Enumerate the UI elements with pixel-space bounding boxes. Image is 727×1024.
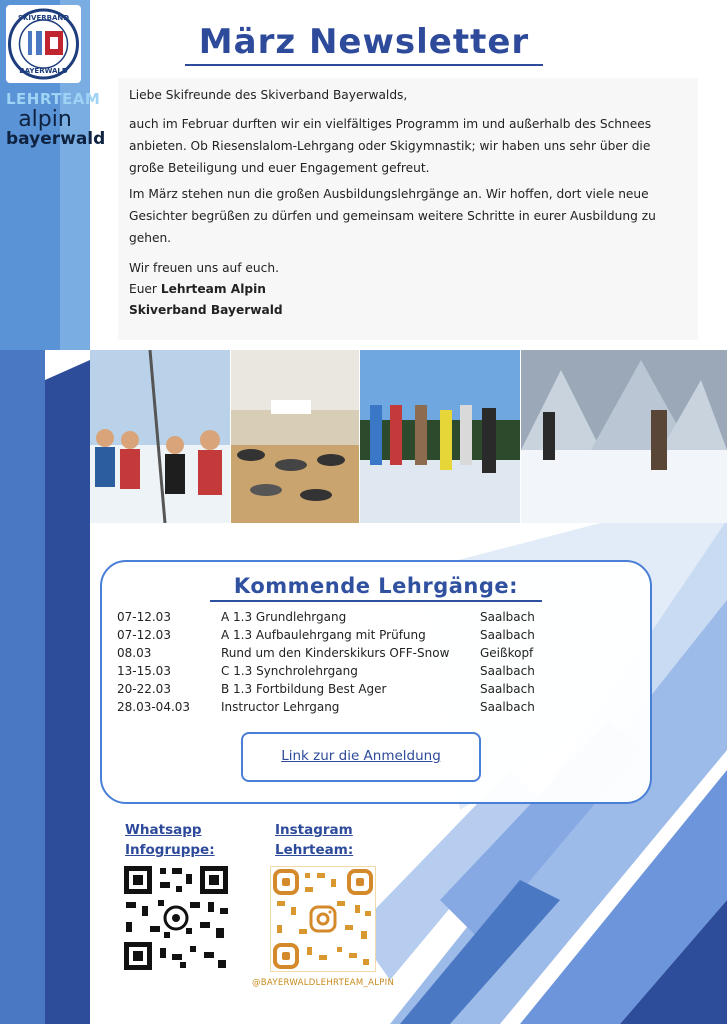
whatsapp-label-line1: Whatsapp (125, 822, 202, 838)
letter-greeting: Liebe Skifreunde des Skiverband Bayerwalds, (129, 88, 408, 102)
letter-closing: Wir freuen uns auf euch. (129, 261, 279, 275)
photo-gym-class (231, 350, 359, 523)
course-date: 08.03 (117, 646, 152, 660)
course-row (117, 628, 557, 646)
course-place: Saalbach (480, 610, 535, 624)
course-place: Saalbach (480, 664, 535, 678)
letter-paragraph-1: auch im Februar durften wir ein vielfältiges Programm im und außerhalb des Schnees anbieten. Ob Riesenslalom-Lehrgang oder Skigymnastik; wir haben uns sehr über die große Beteiligung und euer Engagement gefreut. (129, 117, 652, 175)
instagram-label-line1: Instagram (275, 822, 353, 838)
whatsapp-qr-code[interactable] (120, 862, 232, 974)
course-name: C 1.3 Synchrolehrgang (221, 664, 358, 678)
course-row (117, 664, 557, 682)
photo-strip (90, 350, 727, 523)
page-title: März Newsletter (198, 22, 530, 62)
course-date: 28.03-04.03 (117, 700, 191, 714)
course-name: B 1.3 Fortbildung Best Ager (221, 682, 387, 696)
course-name: A 1.3 Aufbaulehrgang mit Prüfung (221, 628, 426, 642)
letter-paragraph-2: Im März stehen nun die großen Ausbildungslehrgänge an. Wir hoffen, dort viele neue Gesichter begrüßen zu dürfen und gemeinsam weitere Schritte in eurer Ausbildung zu gehen. (129, 187, 656, 245)
signature-org: Skiverband Bayerwald (129, 303, 283, 317)
skiverband-logo (6, 5, 81, 83)
course-row (117, 646, 557, 664)
course-date: 20-22.03 (117, 682, 171, 696)
lehrteam-brand (6, 90, 106, 149)
signature-prefix: Euer (129, 282, 161, 296)
course-row (117, 610, 557, 628)
course-date: 13-15.03 (117, 664, 171, 678)
instagram-label-line2: Lehrteam: (275, 842, 354, 858)
course-place: Geißkopf (480, 646, 534, 660)
whatsapp-label (125, 820, 215, 860)
course-date: 07-12.03 (117, 628, 171, 642)
course-place: Saalbach (480, 628, 535, 642)
title-underline (185, 64, 543, 66)
course-place: Saalbach (480, 682, 535, 696)
course-row (117, 700, 557, 718)
instagram-handle: @BAYERWALDLEHRTEAM_ALPIN (252, 978, 395, 988)
signature-name: Lehrteam Alpin (160, 282, 266, 296)
brand-line3: bayerwald (6, 129, 106, 149)
course-name: Instructor Lehrgang (221, 700, 340, 714)
instagram-qr-code[interactable] (270, 866, 376, 972)
courses-panel (100, 560, 652, 804)
logo-bottom-text: BAYERWALD (19, 67, 68, 75)
whatsapp-label-line2: Infogruppe: (125, 842, 215, 858)
letter-signature (129, 278, 689, 300)
courses-title: Kommende Lehrgänge: (233, 574, 519, 598)
course-row (117, 682, 557, 700)
course-name: Rund um den Kinderskikurs OFF-Snow (221, 646, 450, 660)
registration-link-button[interactable]: Link zur die Anmeldung (241, 732, 481, 782)
brand-line1: LEHRTEAM (6, 90, 101, 108)
course-name: A 1.3 Grundlehrgang (221, 610, 347, 624)
brand-line2: alpin (18, 107, 72, 132)
course-date: 07-12.03 (117, 610, 171, 624)
photo-group-ski-lift (90, 350, 230, 523)
logo-top-text: SKIVERBAND (17, 14, 70, 22)
newsletter-letter (118, 78, 698, 340)
photo-skiers-forest (521, 350, 727, 523)
course-place: Saalbach (480, 700, 535, 714)
photo-group-snow (360, 350, 520, 523)
courses-title-underline (210, 600, 542, 602)
instagram-label (275, 820, 353, 860)
